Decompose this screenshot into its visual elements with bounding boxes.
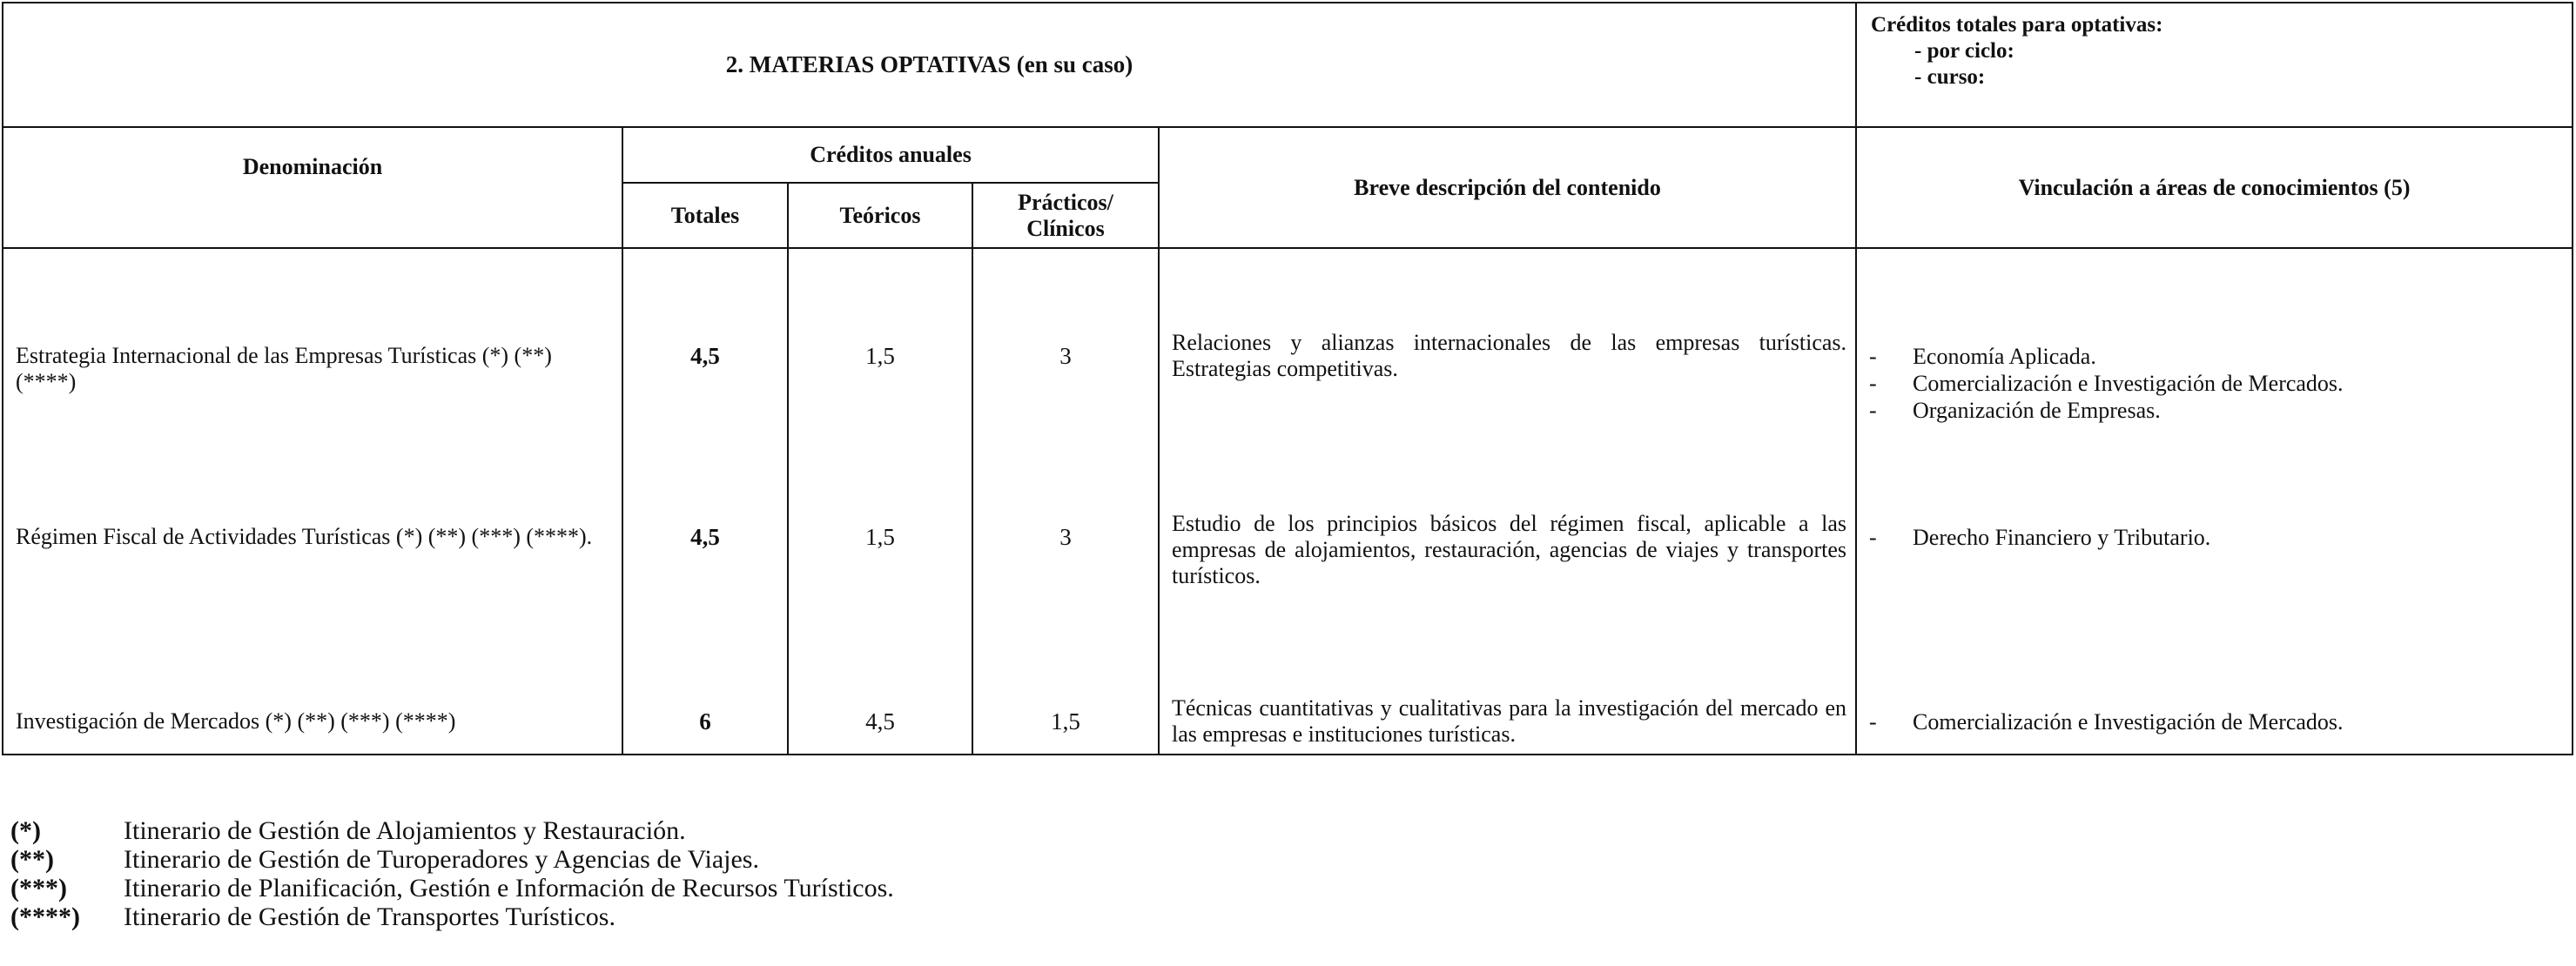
col-descripcion: Breve descripción del contenido — [1159, 127, 1856, 248]
area-label: Derecho Financiero y Tributario. — [1913, 524, 2211, 550]
subject-description: Técnicas cuantitativas y cualitativas para la investigación del mercado en las empresas e instituciones turísticas. — [1172, 695, 1847, 747]
legend-text: Itinerario de Gestión de Transportes Turísticos. — [124, 902, 615, 931]
areas-cell — [1856, 248, 2573, 755]
col-vinculacion: Vinculación a áreas de conocimientos (5) — [1856, 127, 2573, 248]
descriptions-cell — [1159, 248, 1856, 755]
area-list — [1869, 708, 2563, 735]
credits-totales: 4,5 — [690, 342, 720, 369]
subject-description: Relaciones y alianzas internacionales de las empresas turísticas. Estrategias competitivas. — [1172, 330, 1847, 381]
legend-text: Itinerario de Gestión de Alojamientos y Restauración. — [124, 816, 686, 845]
area-item — [1869, 343, 2563, 370]
credits-practicos: 3 — [1059, 523, 1072, 550]
credits-teoricos: 1,5 — [865, 523, 895, 550]
col-practicos-line2: Clínicos — [1026, 215, 1105, 241]
subjects-body-row — [3, 248, 2573, 755]
legend-item — [10, 816, 894, 845]
credits-teoricos: 1,5 — [865, 342, 895, 369]
area-list — [1869, 524, 2563, 708]
total-credits-box — [1856, 3, 2573, 127]
area-item — [1869, 524, 2563, 551]
col-totales: Totales — [622, 183, 788, 248]
legend-item — [10, 845, 894, 874]
area-label: Economía Aplicada. — [1913, 343, 2096, 369]
area-dash: - — [1869, 708, 1877, 735]
credits-totales: 4,5 — [690, 523, 720, 550]
credits-per-course: - curso: — [1914, 65, 1986, 89]
credits-practicos: 1,5 — [1051, 708, 1080, 735]
subject-name: Estrategia Internacional de las Empresas Turísticas (*) (**) (****) — [16, 343, 552, 394]
legend-text: Itinerario de Gestión de Turoperadores y Agencias de Viajes. — [124, 845, 759, 874]
area-label: Comercialización e Investigación de Mercados. — [1913, 708, 2344, 735]
col-practicos-line1: Prácticos/ — [1018, 189, 1113, 215]
legend-mark: (***) — [10, 874, 67, 902]
subject-description: Estudio de los principios básicos del régimen fiscal, aplicable a las empresas de alojamientos, restauración, agencias de viajes y transportes turísticos. — [1172, 511, 1847, 588]
legend-text: Itinerario de Planificación, Gestión e Información de Recursos Turísticos. — [124, 874, 894, 902]
credits-title: Créditos totales para optativas: — [1871, 13, 2163, 37]
subject-name: Investigación de Mercados (*) (**) (***) (****) — [16, 708, 456, 734]
subject-names-cell — [3, 248, 622, 755]
subject-name: Régimen Fiscal de Actividades Turísticas (*) (**) (***) (****). — [16, 524, 593, 549]
section-title: 2. MATERIAS OPTATIVAS (en su caso) — [3, 3, 1856, 127]
practicos-cell — [972, 248, 1159, 755]
col-practicos — [972, 183, 1159, 248]
credits-practicos: 3 — [1059, 342, 1072, 369]
legend-item — [10, 874, 894, 902]
table-header-row — [3, 3, 2573, 127]
legend-mark: (**) — [10, 845, 54, 874]
col-denominacion: Denominación — [3, 127, 622, 248]
optional-subjects-table — [2, 2, 2573, 755]
area-dash: - — [1869, 524, 1877, 550]
area-item — [1869, 370, 2563, 397]
credits-teoricos: 4,5 — [865, 708, 895, 735]
column-header-row — [3, 127, 2573, 183]
area-item — [1869, 397, 2563, 424]
itinerary-legend — [10, 816, 894, 931]
credits-per-cycle: - por ciclo: — [1914, 39, 2014, 63]
col-creditos-anuales: Créditos anuales — [622, 127, 1159, 183]
teoricos-cell — [788, 248, 972, 755]
area-label: Organización de Empresas. — [1913, 397, 2161, 423]
legend-mark: (*) — [10, 816, 41, 845]
credits-totales: 6 — [699, 708, 711, 735]
area-item — [1869, 708, 2563, 735]
area-label: Comercialización e Investigación de Mercados. — [1913, 370, 2344, 396]
area-list — [1869, 343, 2563, 524]
area-dash: - — [1869, 370, 1877, 396]
legend-item — [10, 902, 894, 931]
area-dash: - — [1869, 343, 1877, 369]
totales-cell — [622, 248, 788, 755]
area-dash: - — [1869, 397, 1877, 423]
legend-mark: (****) — [10, 902, 80, 931]
col-teoricos: Teóricos — [788, 183, 972, 248]
